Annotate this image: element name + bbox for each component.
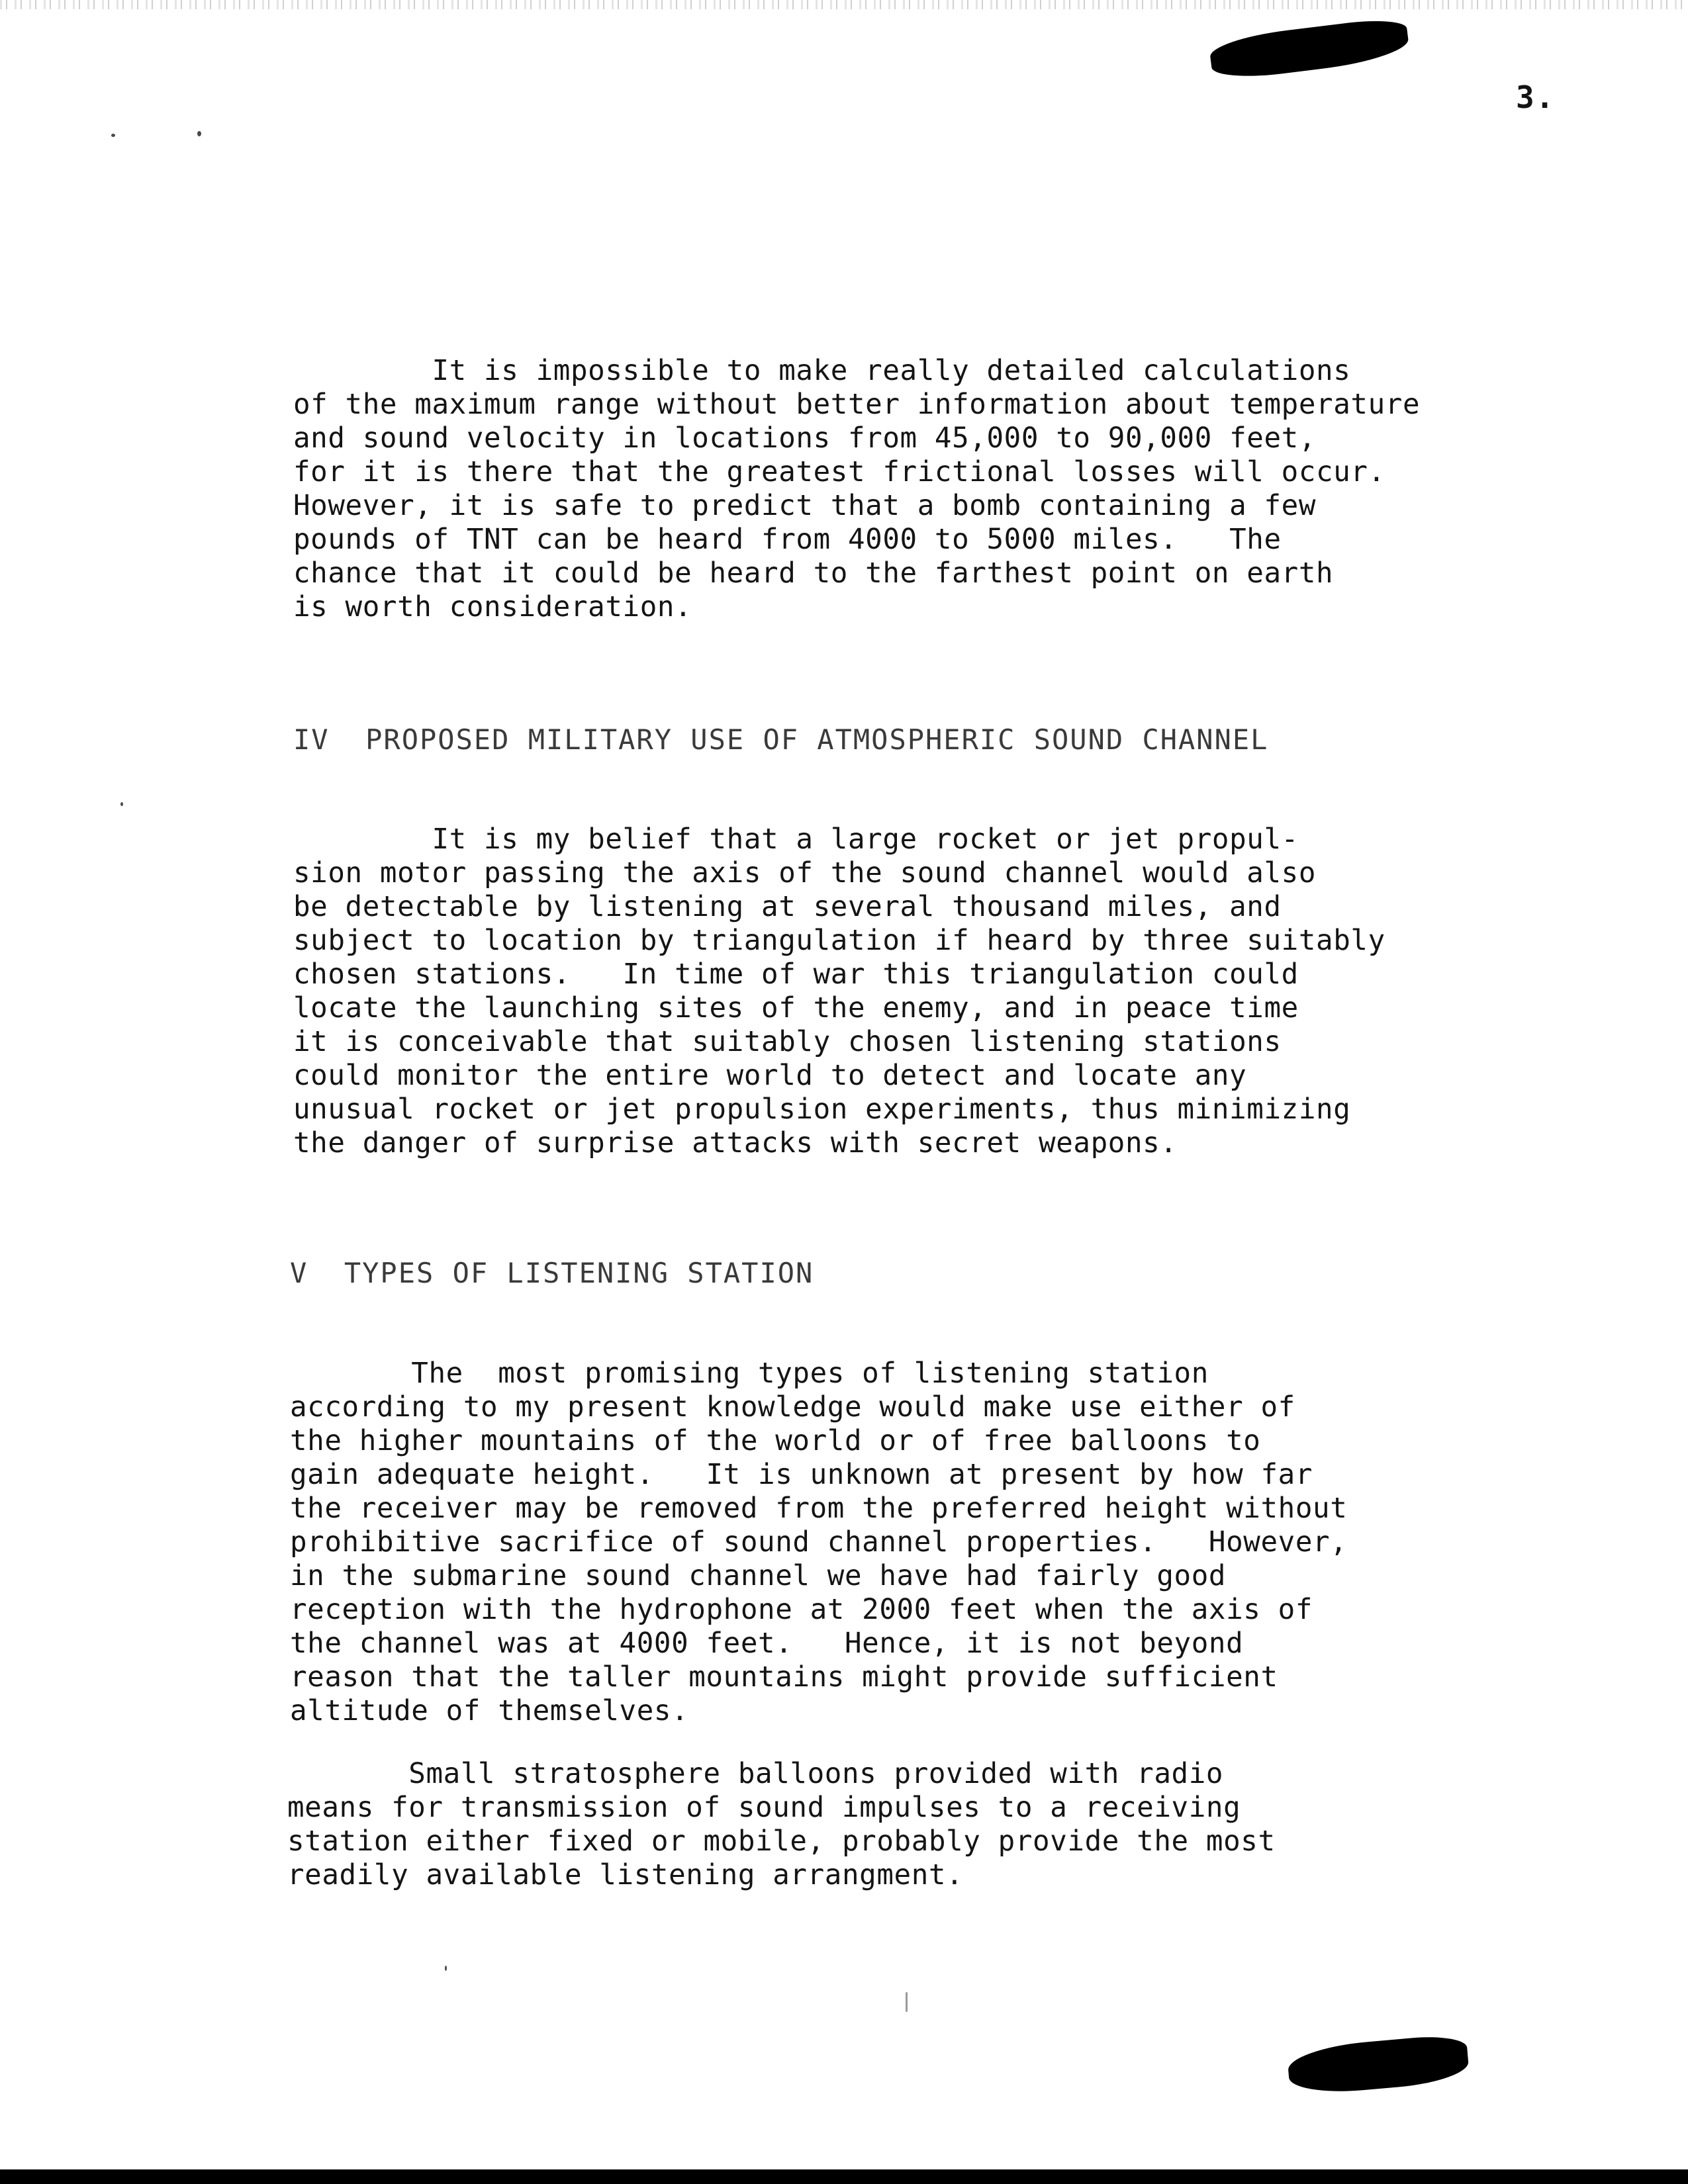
section-heading-iv: IV PROPOSED MILITARY USE OF ATMOSPHERIC SOUND CHANNEL [293,723,1269,756]
scan-bottom-edge [0,2169,1688,2184]
scan-speck [906,1992,908,2012]
scan-speck [445,1966,447,1971]
paragraph-military-use: It is my belief that a large rocket or jet propul- sion motor passing the axis of the sound channel would also be detectable by listening at several thousand miles, and subject to location by triangulation if heard by three suitably chosen stations. In time of war this triangulation could locate the launching sites of the enemy, and in peace time it is conceivable that suitably chosen listening stations could monitor the entire world to detect and locate any unusual rocket or jet propulsion experiments, thus minimizing the danger of surprise attacks with secret weapons. [293,823,1385,1160]
section-heading-v: V TYPES OF LISTENING STATION [290,1257,814,1289]
scan-top-edge [0,0,1688,9]
page-number: 3. [1516,79,1556,115]
paragraph-stratosphere-balloons: Small stratosphere balloons provided with radio means for transmission of sound impulses to a receiving station either fixed or mobile, probably provide the most readily available listening arrangment. [287,1758,1276,1891]
paragraph-range-calculations: It is impossible to make really detailed calculations of the maximum range without better information about temperature and sound velocity in locations from 45,000 to 90,000 feet, for it is there that the greatest frictional losses will occur. However, it is safe to predict that a bomb containing a few pounds of TNT can be heard from 4000 to 5000 miles. The chance that it could be heard to the farthest point on earth is worth consideration. [293,355,1421,623]
scan-speck [120,802,123,806]
redaction-mark-top [1208,16,1411,82]
redaction-mark-bottom [1286,2033,1470,2096]
scan-speck [197,131,201,136]
scan-speck [111,134,115,137]
paragraph-listening-stations: The most promising types of listening station according to my present knowledge would make use either of the higher mountains of the world or of free balloons to gain adequate height. It is unknown at present by how far the receiver may be removed from the preferred height without prohibitive sacrifice of sound channel properties. However, in the submarine sound channel we have had fairly good reception with the hydrophone at 2000 feet when the axis of the channel was at 4000 feet. Hence, it is not beyond reason that the taller mountains might provide sufficient altitude of themselves. [290,1357,1348,1727]
